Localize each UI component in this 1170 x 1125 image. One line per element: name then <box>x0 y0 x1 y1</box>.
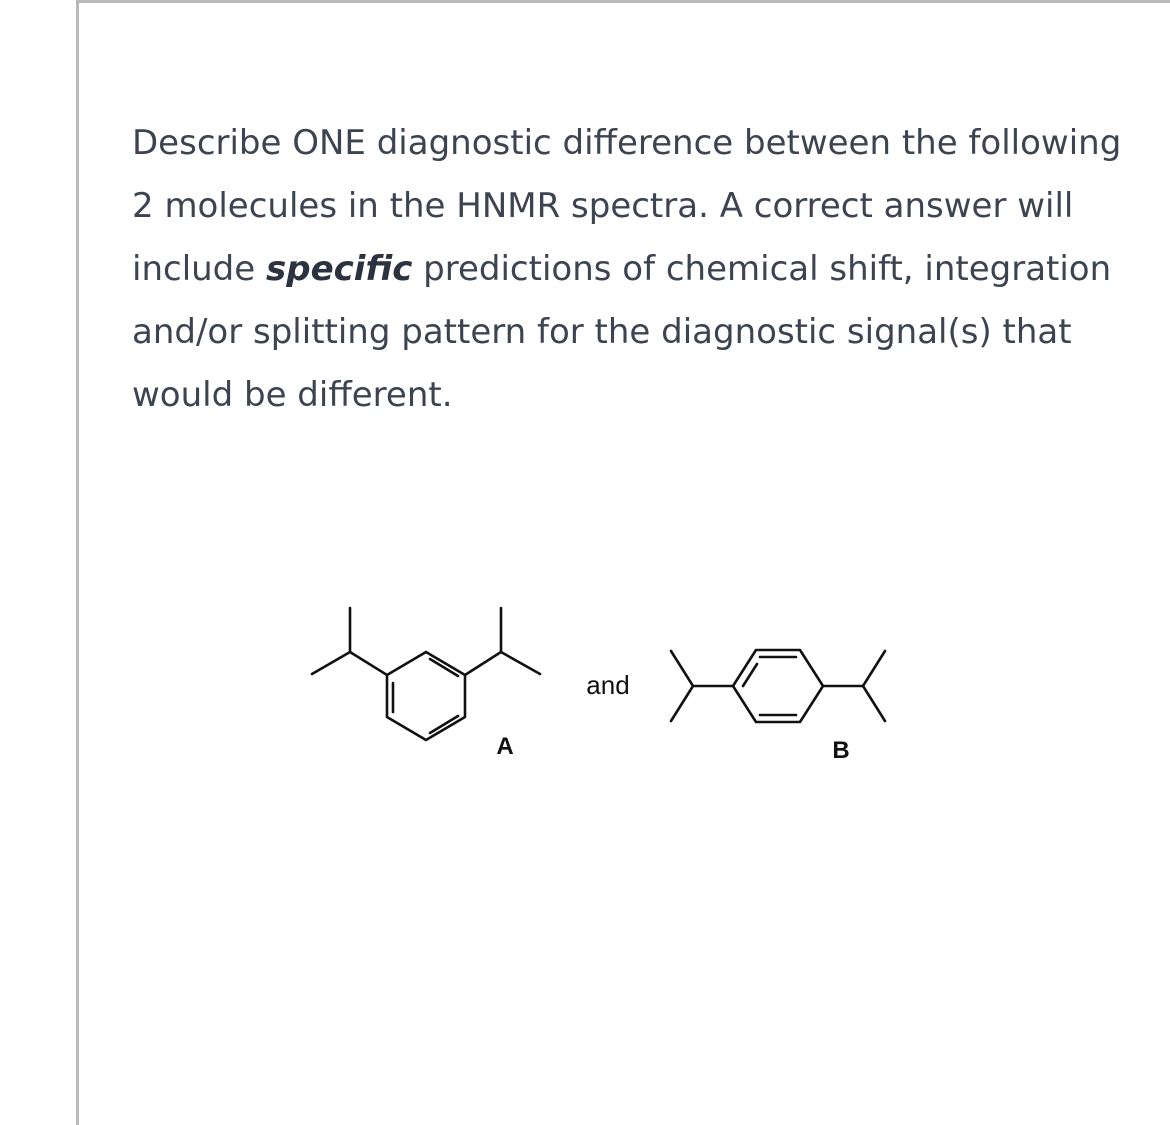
molecule-a-right-isopropyl-bond <box>465 652 501 675</box>
question-text-before: Describe ONE diagnostic difference between the following 2 molecules in the HNMR spectra. A correct answer will include <box>132 123 1122 289</box>
and-label: and <box>586 670 630 700</box>
molecule-a-ring <box>387 652 465 740</box>
molecule-a-label: A <box>496 733 514 760</box>
molecule-b-structure <box>671 650 885 722</box>
molecule-b-label: B <box>832 737 850 764</box>
molecule-a-right-methyl-right <box>501 652 540 674</box>
question-emphasis: specific <box>266 249 413 289</box>
molecule-b-left-methyl-down <box>671 686 693 721</box>
molecule-a-left-methyl-left <box>312 652 350 674</box>
molecule-a-structure <box>312 608 540 740</box>
molecule-b-right-methyl-up <box>863 651 885 686</box>
molecule-a-left-isopropyl-bond <box>350 652 387 675</box>
question-text-after: predictions of chemical shift, integration and/or splitting pattern for the diagnostic signal(s) that would be different. <box>132 249 1112 415</box>
molecule-b-left-methyl-up <box>671 651 693 686</box>
molecule-b-right-methyl-down <box>863 686 885 721</box>
molecule-b-ring <box>733 650 823 722</box>
